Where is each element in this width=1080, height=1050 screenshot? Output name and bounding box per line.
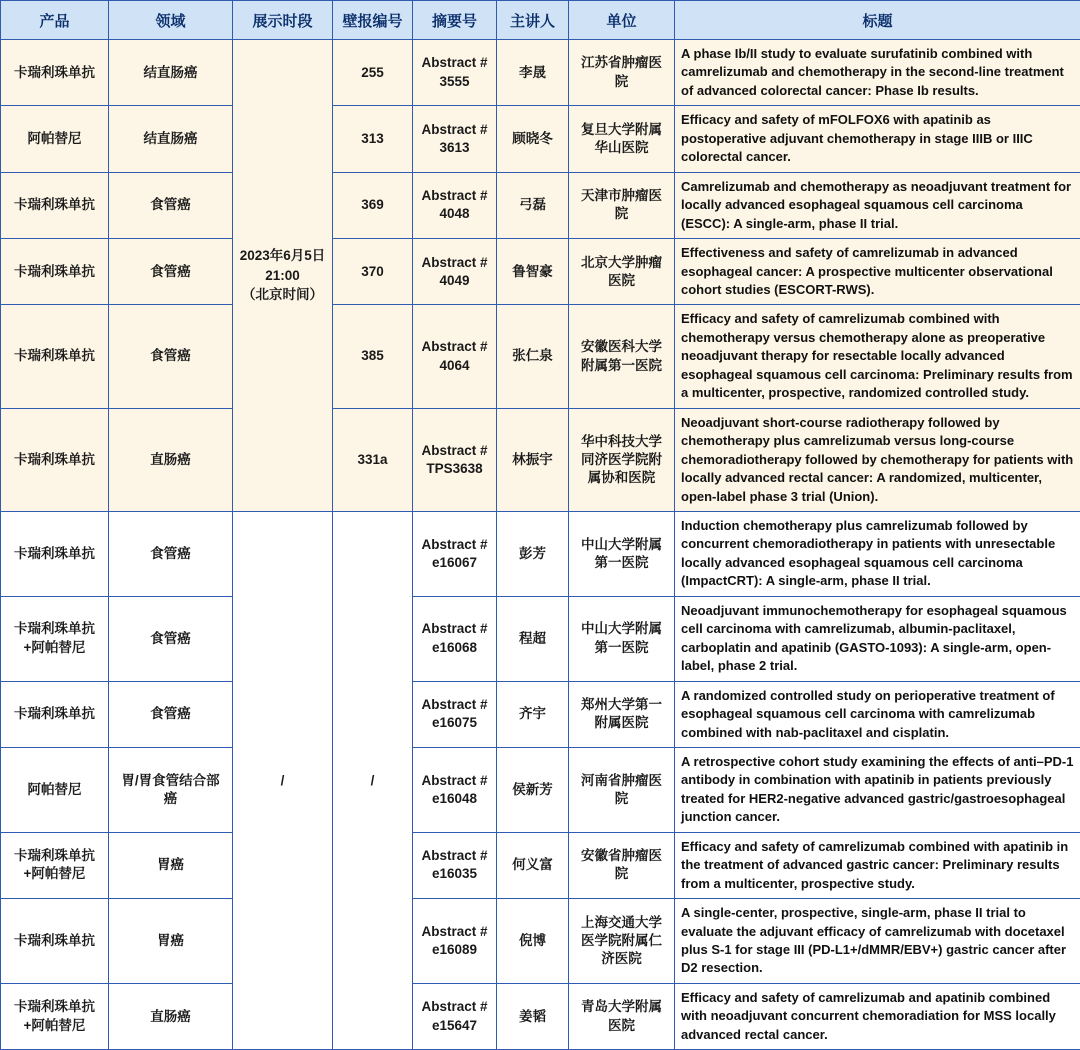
cell-field: 食管癌 [109,596,233,681]
cell-institution: 郑州大学第一附属医院 [569,681,675,747]
cell-title: Efficacy and safety of camrelizumab combined with chemotherapy versus chemotherapy alone as preoperative neoadjuvant therapy for resectable locally advanced esophageal squamous cell carcinoma: Preliminary results from a multicenter, prospective, randomized controlled study. [675,305,1080,408]
cell-abstract-number [413,305,497,408]
table-row [1,239,1080,305]
cell-field: 直肠癌 [109,983,233,1049]
product-line-2: +阿帕替尼 [7,1017,102,1035]
abstract-value: e16067 [419,554,490,572]
table-row [1,681,1080,747]
cell-poster-number: 370 [333,239,413,305]
cell-title: Effectiveness and safety of camrelizumab in advanced esophageal cancer: A prospective multicenter observational cohort studies (ESCORT-RWS). [675,239,1080,305]
cell-institution: 安徽医科大学附属第一医院 [569,305,675,408]
cell-institution: 青岛大学附属医院 [569,983,675,1049]
column-header-time-slot: 展示时段 [233,1,333,40]
cell-speaker: 张仁泉 [497,305,569,408]
cell-field: 结直肠癌 [109,40,233,106]
cell-product: 卡瑞利珠单抗 [1,681,109,747]
column-header-field: 领域 [109,1,233,40]
abstract-value: e15647 [419,1017,490,1035]
abstract-value: TPS3638 [419,460,490,478]
cell-title: Efficacy and safety of camrelizumab combined with apatinib in the treatment of advanced gastric cancer: Preliminary results from a multicenter, prospective study. [675,832,1080,898]
column-header-product: 产品 [1,1,109,40]
cell-abstract-number [413,983,497,1049]
product-line-1: 卡瑞利珠单抗 [7,620,102,638]
abstract-label: Abstract # [419,121,490,139]
cell-speaker: 程超 [497,596,569,681]
product-line-2: +阿帕替尼 [7,639,102,657]
cell-institution: 复旦大学附属华山医院 [569,106,675,172]
cell-field: 胃癌 [109,899,233,984]
cell-institution: 安徽省肿瘤医院 [569,832,675,898]
cell-title: Neoadjuvant immunochemotherapy for esophageal squamous cell carcinoma with camrelizumab, albumin-paclitaxel, carboplatin and apatinib (GASTO-1093): A single-arm, open-label, phase 2 trial. [675,596,1080,681]
abstract-value: e16068 [419,639,490,657]
cell-abstract-number [413,172,497,238]
cell-product: 阿帕替尼 [1,747,109,832]
table-row [1,832,1080,898]
cell-time-slot-group1 [233,40,333,512]
cell-product [1,832,109,898]
cell-title: A single-center, prospective, single-arm, phase II trial to evaluate the adjuvant efficacy of camrelizumab with docetaxel plus S-1 for stage III (PD-L1+/dMMR/EBV+) gastric cancer after D2 resection. [675,899,1080,984]
column-header-poster-number: 壁报编号 [333,1,413,40]
cell-title: A phase Ib/II study to evaluate surufatinib combined with camrelizumab and chemotherapy in the second-line treatment of advanced colorectal cancer: Phase Ib results. [675,40,1080,106]
table-row [1,305,1080,408]
cell-abstract-number [413,747,497,832]
cell-speaker: 李晟 [497,40,569,106]
abstract-label: Abstract # [419,998,490,1016]
table-row [1,747,1080,832]
cell-field: 食管癌 [109,239,233,305]
cell-institution: 上海交通大学医学院附属仁济医院 [569,899,675,984]
table-row [1,511,1080,596]
product-line-2: +阿帕替尼 [7,865,102,883]
cell-speaker: 姜韬 [497,983,569,1049]
cell-product: 卡瑞利珠单抗 [1,239,109,305]
cell-speaker: 齐宇 [497,681,569,747]
time-slot-line-time: 21:00 [239,266,326,286]
abstract-label: Abstract # [419,620,490,638]
cell-poster-number: 369 [333,172,413,238]
cell-title: A randomized controlled study on perioperative treatment of esophageal squamous cell carcinoma with camrelizumab combined with nab-paclitaxel and cisplatin. [675,681,1080,747]
column-header-institution: 单位 [569,1,675,40]
cell-abstract-number [413,408,497,511]
cell-abstract-number [413,40,497,106]
table-row [1,106,1080,172]
product-line-1: 卡瑞利珠单抗 [7,847,102,865]
abstract-value: 4049 [419,272,490,290]
cell-title: A retrospective cohort study examining the effects of anti–PD-1 antibody in combination with apatinib in patients previously treated for HER2-negative advanced gastric/gastroesophageal junction cancer. [675,747,1080,832]
cell-poster-number: 331a [333,408,413,511]
cell-abstract-number [413,899,497,984]
cell-abstract-number [413,681,497,747]
cell-speaker: 侯新芳 [497,747,569,832]
abstract-value: e16035 [419,865,490,883]
cell-abstract-number [413,106,497,172]
cell-field: 食管癌 [109,305,233,408]
cell-institution: 中山大学附属第一医院 [569,511,675,596]
cell-speaker: 弓磊 [497,172,569,238]
cell-institution: 河南省肿瘤医院 [569,747,675,832]
cell-title: Efficacy and safety of camrelizumab and apatinib combined with neoadjuvant concurrent chemoradiation for MSS locally advanced rectal cancer. [675,983,1080,1049]
abstract-label: Abstract # [419,772,490,790]
cell-field: 胃癌 [109,832,233,898]
abstract-label: Abstract # [419,847,490,865]
time-slot-line-date: 2023年6月5日 [239,246,326,266]
cell-field: 食管癌 [109,172,233,238]
table-row [1,596,1080,681]
abstract-value: e16089 [419,941,490,959]
cell-field: 食管癌 [109,681,233,747]
table-row [1,983,1080,1049]
cell-field: 结直肠癌 [109,106,233,172]
abstract-label: Abstract # [419,696,490,714]
abstract-label: Abstract # [419,923,490,941]
abstract-label: Abstract # [419,536,490,554]
cell-product: 卡瑞利珠单抗 [1,899,109,984]
cell-product [1,596,109,681]
cell-time-slot-group2: / [233,511,333,1049]
abstract-label: Abstract # [419,54,490,72]
abstract-value: 3555 [419,73,490,91]
cell-speaker: 鲁智豪 [497,239,569,305]
abstract-value: e16048 [419,790,490,808]
abstract-label: Abstract # [419,254,490,272]
table-body [1,40,1080,1050]
table-row [1,899,1080,984]
column-header-abstract-number: 摘要号 [413,1,497,40]
cell-field: 直肠癌 [109,408,233,511]
abstract-value: 4048 [419,205,490,223]
cell-field: 食管癌 [109,511,233,596]
cell-institution: 中山大学附属第一医院 [569,596,675,681]
cell-product: 卡瑞利珠单抗 [1,172,109,238]
cell-abstract-number [413,239,497,305]
cell-speaker: 顾晓冬 [497,106,569,172]
time-slot-line-zone: （北京时间） [239,285,326,305]
cell-poster-number: 385 [333,305,413,408]
table-header-row [1,1,1080,40]
cell-institution: 天津市肿瘤医院 [569,172,675,238]
cell-abstract-number [413,511,497,596]
cell-abstract-number [413,832,497,898]
cell-speaker: 彭芳 [497,511,569,596]
cell-title: Efficacy and safety of mFOLFOX6 with apatinib as postoperative adjuvant chemotherapy in stage IIIB or IIIC colorectal cancer. [675,106,1080,172]
cell-speaker: 何义富 [497,832,569,898]
cell-title: Camrelizumab and chemotherapy as neoadjuvant treatment for locally advanced esophageal squamous cell carcinoma (ESCC): A single-arm, phase II trial. [675,172,1080,238]
cell-title: Induction chemotherapy plus camrelizumab followed by concurrent chemoradiotherapy in patients with unresectable locally advanced esophageal squamous cell carcinoma (ImpactCRT): A single-arm, phase II trial. [675,511,1080,596]
cell-product: 卡瑞利珠单抗 [1,305,109,408]
table-row [1,408,1080,511]
abstract-label: Abstract # [419,442,490,460]
cell-product: 卡瑞利珠单抗 [1,40,109,106]
cell-poster-number: 313 [333,106,413,172]
cell-speaker: 倪博 [497,899,569,984]
table-row [1,40,1080,106]
cell-product: 卡瑞利珠单抗 [1,408,109,511]
cell-title: Neoadjuvant short-course radiotherapy followed by chemotherapy plus camrelizumab versus long-course chemoradiotherapy followed by chemotherapy for patients with locally advanced rectal cancer: A randomized, multicenter, open-label phase 3 trial (Union). [675,408,1080,511]
cell-abstract-number [413,596,497,681]
column-header-title: 标题 [675,1,1080,40]
cell-product [1,983,109,1049]
abstract-value: 3613 [419,139,490,157]
cell-field: 胃/胃食管结合部癌 [109,747,233,832]
table-row [1,172,1080,238]
cell-institution: 华中科技大学同济医学院附属协和医院 [569,408,675,511]
abstract-value: 4064 [419,357,490,375]
column-header-speaker: 主讲人 [497,1,569,40]
cell-poster-number-group2: / [333,511,413,1049]
cell-product: 卡瑞利珠单抗 [1,511,109,596]
cell-poster-number: 255 [333,40,413,106]
abstract-label: Abstract # [419,338,490,356]
cell-institution: 江苏省肿瘤医院 [569,40,675,106]
cell-product: 阿帕替尼 [1,106,109,172]
abstract-value: e16075 [419,714,490,732]
product-line-1: 卡瑞利珠单抗 [7,998,102,1016]
cell-speaker: 林振宇 [497,408,569,511]
cell-institution: 北京大学肿瘤医院 [569,239,675,305]
abstract-label: Abstract # [419,187,490,205]
